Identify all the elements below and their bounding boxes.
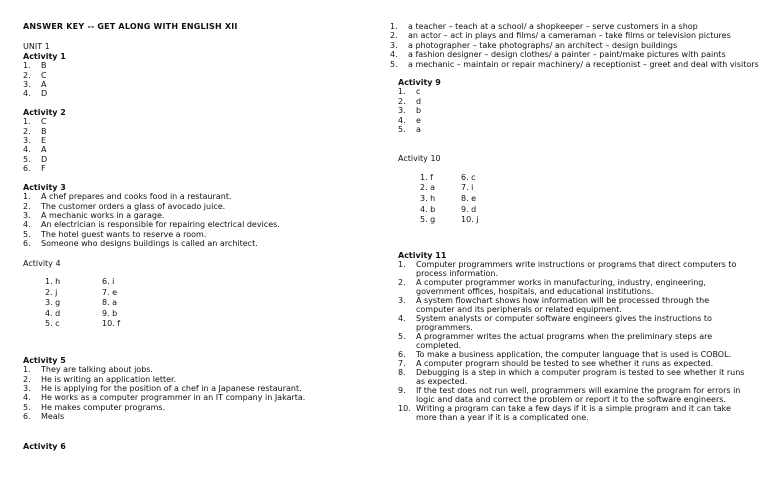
- activity-3-heading: Activity 3: [23, 182, 66, 192]
- list-item: 1. Computer programmers write instructions or programs that direct computers to process information.: [398, 260, 737, 279]
- list-item: 1. B: [23, 61, 47, 71]
- document-title: ANSWER KEY -- GET ALONG WITH ENGLISH XII: [23, 22, 238, 31]
- list-item: 5. A programmer writes the actual programs when the preliminary steps are completed.: [398, 332, 713, 351]
- list-item: 5. D: [23, 154, 48, 164]
- list-item: 2. B: [23, 126, 47, 136]
- list-item: 2. C: [23, 70, 47, 80]
- list-item: 4. D: [23, 89, 48, 99]
- answer-cell: 1. h: [45, 276, 61, 286]
- list-item: 4. e: [398, 115, 421, 125]
- list-item: 2. A computer programmer works in manufacturing, industry, engineering, government offices, hospitals, and educational institutions.: [398, 278, 706, 297]
- answer-cell: 9. b: [102, 308, 118, 318]
- list-item: 2. The customer orders a glass of avocado juice.: [23, 201, 226, 211]
- answer-cell: 8. a: [102, 298, 118, 308]
- activity-1-list: [23, 61, 363, 99]
- list-item: 6. F: [23, 164, 46, 174]
- list-item: 3. A: [23, 80, 47, 90]
- right-column: [390, 0, 760, 422]
- answer-cell: 3. g: [45, 298, 61, 308]
- list-item: 6. Meals: [23, 412, 65, 422]
- answer-cell: 9. d: [461, 204, 477, 214]
- list-item: 1. C: [23, 117, 47, 127]
- activity-3-list: [23, 192, 363, 248]
- list-item: 1. c: [398, 87, 421, 97]
- list-item: 10. Writing a program can take a few days if it is a simple program and it can take more than a year if it is a complicated one.: [398, 404, 731, 423]
- list-item: 7. A computer program should be tested to see whether it runs as expected.: [398, 359, 714, 369]
- activity-6-heading: Activity 6: [23, 441, 66, 451]
- list-item: 4. System analysts or computer software engineers gives the instructions to programmers.: [398, 314, 712, 333]
- answer-cell: 10. f: [102, 319, 121, 329]
- answer-cell: 5. c: [45, 319, 60, 329]
- list-item: 4. a fashion designer – design clothes/ a painter – paint/make pictures with paints: [390, 50, 726, 60]
- activity-9-heading: Activity 9: [398, 78, 441, 88]
- list-item: 3. A system flowchart shows how information will be processed through the computer and its peripherals or related equipment.: [398, 296, 710, 315]
- list-item: 6. To make a business application, the computer language that is used is COBOL.: [398, 350, 732, 360]
- list-item: 4. An electrician is responsible for repairing electrical devices.: [23, 220, 280, 230]
- activity-2-heading: Activity 2: [23, 107, 66, 117]
- list-item: 3. E: [23, 136, 47, 146]
- activity-5-heading: Activity 5: [23, 355, 66, 365]
- answer-cell: 6. c: [461, 172, 476, 182]
- answer-cell: 7. i: [461, 183, 474, 193]
- list-item: 5. a: [398, 125, 421, 135]
- unit-heading: UNIT 1: [23, 42, 50, 52]
- activity-9-list: [398, 87, 760, 134]
- answer-cell: 1. f: [420, 172, 433, 182]
- answer-cell: 6. i: [102, 276, 115, 286]
- list-item: 5. The hotel guest wants to reserve a room.: [23, 229, 207, 239]
- answer-cell: 7. e: [102, 287, 118, 297]
- answer-cell: 4. b: [420, 204, 436, 214]
- answer-cell: 8. e: [461, 194, 477, 204]
- list-item: 1. A chef prepares and cooks food in a restaurant.: [23, 192, 232, 202]
- list-item: 2. d: [398, 96, 422, 106]
- activity-4-answers: [45, 277, 363, 329]
- activity-11-list: [398, 260, 750, 422]
- activity-2-list: [23, 117, 363, 173]
- answer-cell: 5. g: [420, 215, 436, 225]
- list-item: 2. He is writing an application letter.: [23, 374, 177, 384]
- activity-1-heading: Activity 1: [23, 51, 66, 61]
- list-item: 1. a teacher – teach at a school/ a shopkeeper – serve customers in a shop: [390, 22, 698, 31]
- list-item: 3. He is applying for the position of a chef in a Japanese restaurant.: [23, 383, 302, 393]
- list-item: 4. He works as a computer programmer in an IT company in Jakarta.: [23, 393, 306, 403]
- activity-5-list: [23, 365, 363, 421]
- answer-cell: 4. d: [45, 308, 61, 318]
- list-item: 5. a mechanic – maintain or repair machinery/ a receptionist – greet and deal with visitors: [390, 59, 759, 69]
- activity-10-heading: Activity 10: [398, 154, 441, 164]
- answer-cell: 2. j: [45, 287, 58, 297]
- list-item: 3. A mechanic works in a garage.: [23, 210, 165, 220]
- list-item: 3. b: [398, 106, 422, 116]
- list-item: 3. a photographer – take photographs/ an architect – design buildings: [390, 40, 678, 50]
- list-item: 5. He makes computer programs.: [23, 402, 166, 412]
- activity-10-answers: [420, 173, 760, 225]
- activity-8-list: [390, 22, 760, 69]
- left-column: [23, 0, 363, 451]
- list-item: 2. an actor – act in plays and films/ a cameraman – take films or television pictures: [390, 31, 731, 41]
- activity-4-heading: Activity 4: [23, 258, 61, 268]
- answer-cell: 3. h: [420, 194, 436, 204]
- activity-11-heading: Activity 11: [398, 250, 447, 260]
- list-item: 8. Debugging is a step in which a computer program is tested to see whether it runs as expected.: [398, 368, 745, 387]
- list-item: 1. They are talking about jobs.: [23, 365, 153, 375]
- list-item: 9. If the test does not run well, programmers will examine the program for errors in logic and data and correct the problem or report it to the software engineers.: [398, 386, 741, 405]
- list-item: 4. A: [23, 145, 47, 155]
- list-item: 6. Someone who designs buildings is called an architect.: [23, 239, 258, 249]
- answer-cell: 2. a: [420, 183, 436, 193]
- answer-cell: 10. j: [461, 215, 479, 225]
